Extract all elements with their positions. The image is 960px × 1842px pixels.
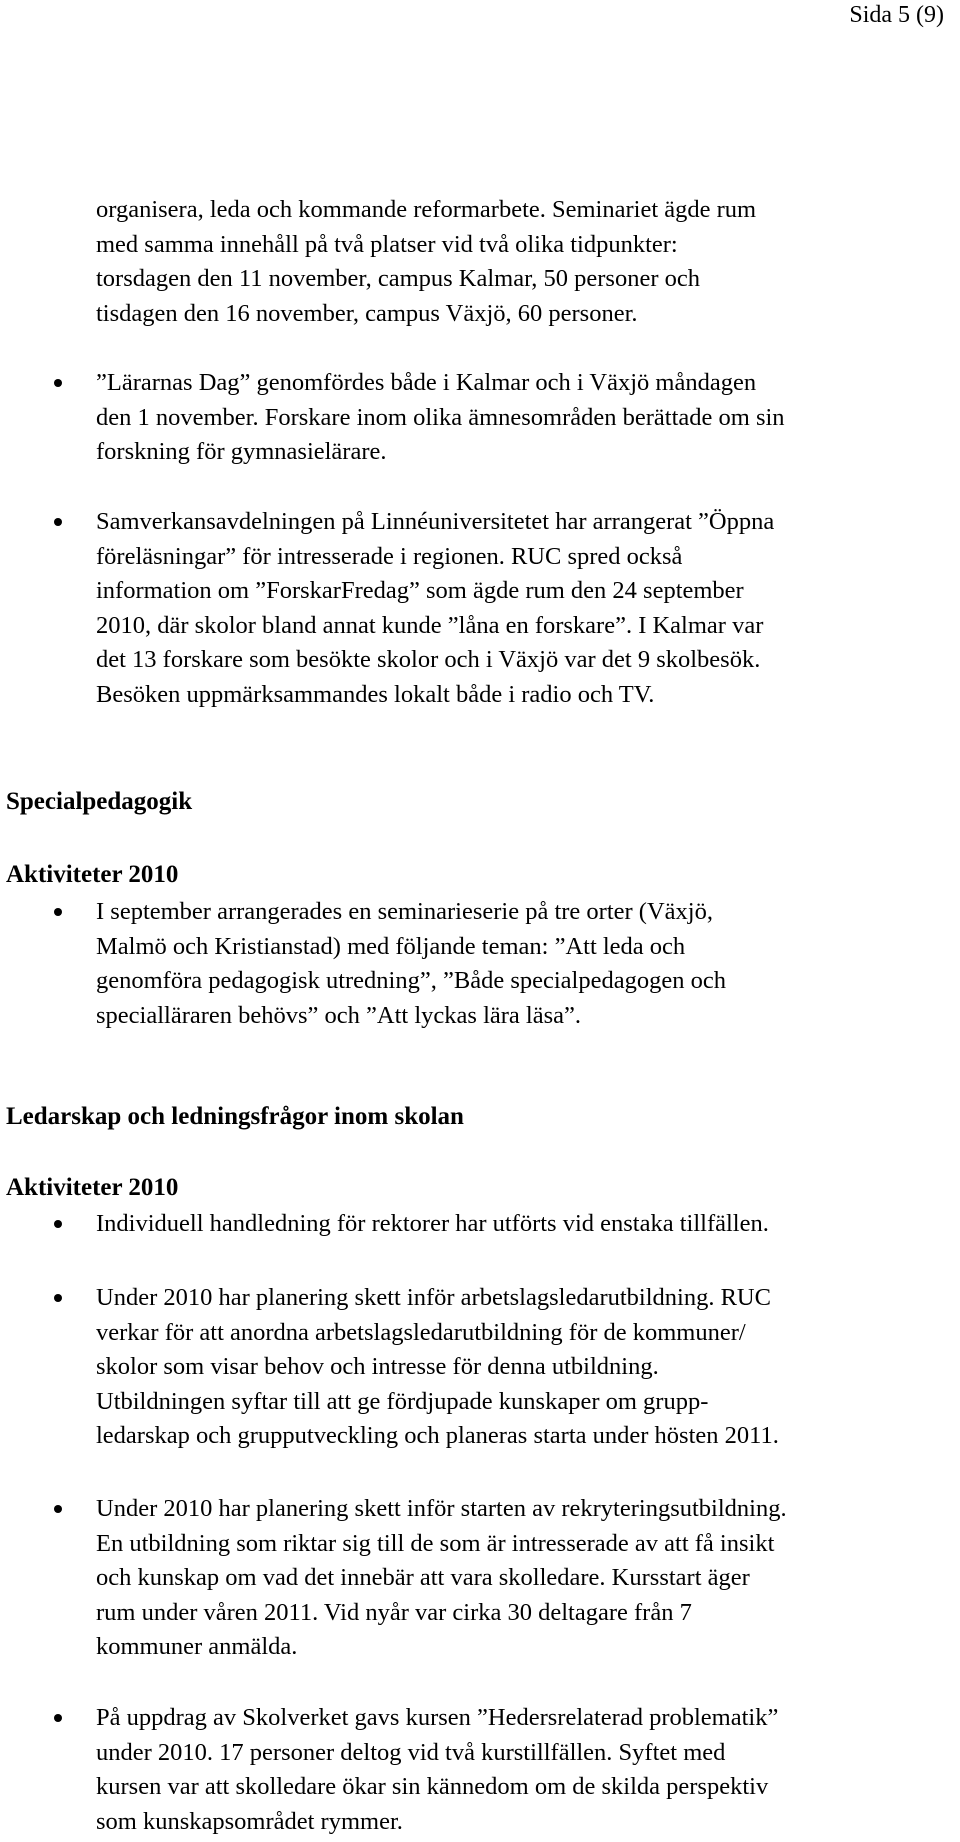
section-heading-specialpedagogik: Specialpedagogik <box>6 788 193 815</box>
bullet-icon <box>54 1714 62 1722</box>
text-line: specialläraren behövs” och ”Att lyckas lära läsa”. <box>96 1001 581 1029</box>
text-line: det 13 forskare som besökte skolor och i Växjö var det 9 skolbesök. <box>96 646 761 673</box>
bullet-icon <box>54 1505 62 1513</box>
bullet-icon <box>54 518 62 526</box>
text-line: Utbildningen syftar till att ge fördjupade kunskaper om grupp- <box>96 1387 709 1415</box>
section-heading-ledarskap: Ledarskap och ledningsfrågor inom skolan <box>6 1103 464 1130</box>
text-line: Besöken uppmärksammandes lokalt både i radio och TV. <box>96 680 655 708</box>
text-line: kommuner anmälda. <box>96 1633 298 1660</box>
text-line: torsdagen den 11 november, campus Kalmar, 50 personer och <box>96 265 700 292</box>
text-line: föreläsningar” för intresserade i regionen. RUC spred också <box>96 542 683 570</box>
text-line: Under 2010 har planering skett inför arbetslagsledarutbildning. RUC <box>96 1284 771 1311</box>
text-line: rum under våren 2011. Vid nyår var cirka 30 deltagare från 7 <box>96 1598 692 1626</box>
text-line: skolor som visar behov och intresse för denna utbildning. <box>96 1353 659 1380</box>
text-line: I september arrangerades en seminarieserie på tre orter (Växjö, <box>96 898 713 925</box>
text-line: ledarskap och grupputveckling och planeras starta under hösten 2011. <box>96 1422 779 1449</box>
list-item <box>96 895 956 1033</box>
list-item <box>96 1701 956 1839</box>
page-number: Sida 5 (9) <box>849 2 944 28</box>
text-line: tisdagen den 16 november, campus Växjö, 60 personer. <box>96 299 638 327</box>
text-line: under 2010. 17 personer deltog vid två kurstillfällen. Syftet med <box>96 1738 726 1766</box>
section-subheading-activities: Aktiviteter 2010 <box>6 861 179 888</box>
text-line: En utbildning som riktar sig till de som är intresserade av att få insikt <box>96 1529 775 1557</box>
list-item <box>96 366 956 470</box>
bullet-icon <box>54 379 62 387</box>
intro-paragraph <box>96 193 946 331</box>
text-line: genomföra pedagogisk utredning”, ”Både specialpedagogen och <box>96 967 726 994</box>
text-line: och kunskap om vad det innebär att vara skolledare. Kursstart äger <box>96 1564 750 1591</box>
text-line: organisera, leda och kommande reformarbete. Seminariet ägde rum <box>96 196 757 223</box>
text-line: 2010, där skolor bland annat kunde ”låna en forskare”. I Kalmar var <box>96 611 764 639</box>
text-line: Malmö och Kristianstad) med följande teman: ”Att leda och <box>96 932 686 960</box>
text-line: Individuell handledning för rektorer har utförts vid enstaka tillfällen. <box>96 1210 769 1237</box>
text-line: information om ”ForskarFredag” som ägde rum den 24 september <box>96 577 744 604</box>
list-item <box>96 1492 956 1665</box>
bullet-icon <box>54 1220 62 1228</box>
list-item <box>96 1281 956 1454</box>
text-line: Samverkansavdelningen på Linnéuniversitetet har arrangerat ”Öppna <box>96 508 775 535</box>
text-line: Under 2010 har planering skett inför starten av rekryteringsutbildning. <box>96 1495 787 1522</box>
text-line: som kunskapsområdet rymmer. <box>96 1807 403 1835</box>
list-item <box>96 505 956 712</box>
list-item <box>96 1207 956 1242</box>
text-line: med samma innehåll på två platser vid två olika tidpunkter: <box>96 230 678 258</box>
section-subheading-activities: Aktiviteter 2010 <box>6 1174 179 1201</box>
text-line: På uppdrag av Skolverket gavs kursen ”Hedersrelaterad problematik” <box>96 1704 779 1731</box>
text-line: forskning för gymnasielärare. <box>96 438 387 465</box>
text-line: ”Lärarnas Dag” genomfördes både i Kalmar och i Växjö måndagen <box>96 369 757 396</box>
bullet-icon <box>54 1294 62 1302</box>
text-line: verkar för att anordna arbetslagsledarutbildning för de kommuner/ <box>96 1318 746 1346</box>
text-line: den 1 november. Forskare inom olika ämnesområden berättade om sin <box>96 403 785 431</box>
bullet-icon <box>54 908 62 916</box>
text-line: kursen var att skolledare ökar sin kännedom om de skilda perspektiv <box>96 1773 769 1800</box>
